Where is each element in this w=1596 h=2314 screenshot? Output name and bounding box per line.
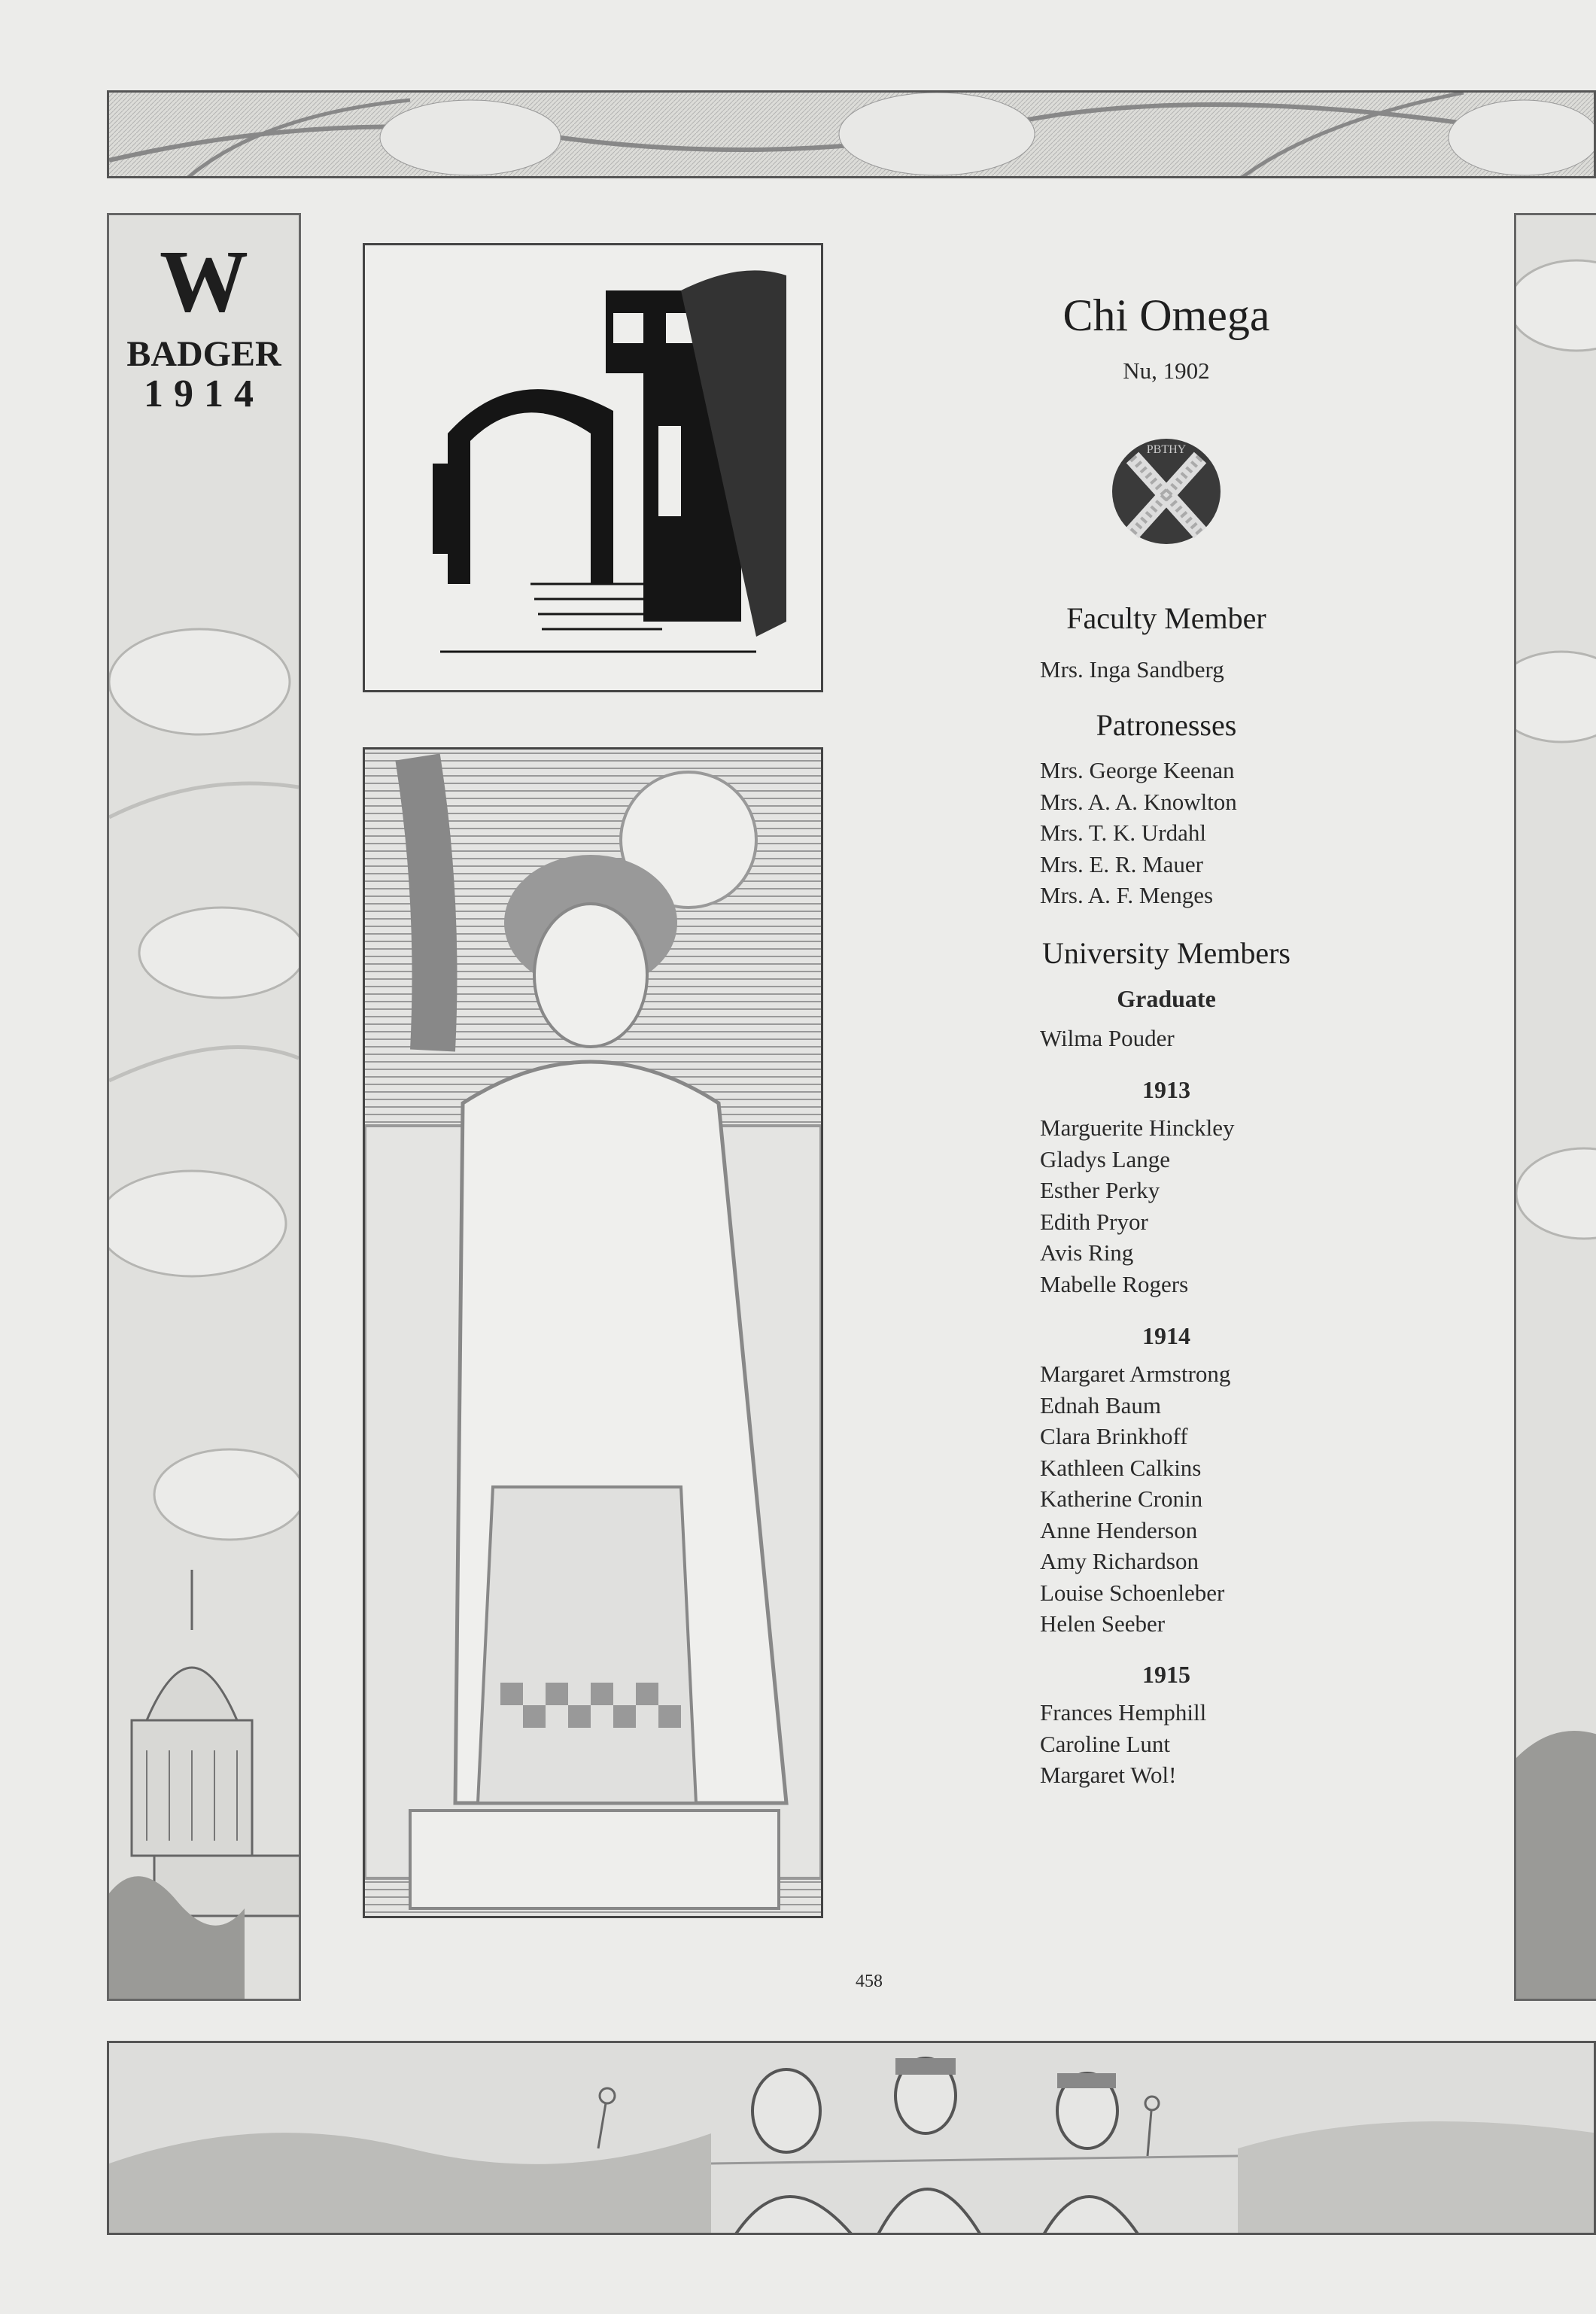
list-item: Esther Perky (1040, 1177, 1160, 1203)
seated-woman-illustration (363, 747, 823, 1918)
class-1913-list (1040, 1112, 1235, 1300)
list-item: Avis Ring (1040, 1239, 1134, 1266)
class-1914-list (1040, 1358, 1230, 1640)
pin-lettering: PBTHY (1146, 443, 1187, 456)
list-item: Helen Seeber (1040, 1610, 1166, 1637)
graduate-member-name: Wilma Pouder (1040, 1025, 1175, 1051)
list-item: Caroline Lunt (1040, 1730, 1171, 1757)
clouds-illustration (1516, 215, 1596, 1999)
patronesses-list (1040, 755, 1237, 911)
class-1913-heading: 1913 (1142, 1076, 1190, 1103)
left-side-panel (107, 213, 301, 2001)
list-item: Mrs. T. K. Urdahl (1040, 819, 1206, 846)
list-item: Marguerite Hinckley (1040, 1114, 1235, 1141)
list-item: Margaret Armstrong (1040, 1361, 1231, 1387)
w-logo: W (160, 232, 248, 330)
vine-pattern-illustration (109, 93, 1596, 178)
campus-scene-illustration (109, 2043, 1596, 2235)
list-item: Edith Pryor (1040, 1208, 1148, 1235)
list-item: Kathleen Calkins (1040, 1454, 1202, 1481)
fraternity-pin-icon (1106, 427, 1227, 555)
class-1915-list (1040, 1697, 1206, 1791)
list-item: Anne Henderson (1040, 1516, 1198, 1543)
university-members-heading: University Members (1042, 936, 1290, 970)
page-title: Chi Omega (1062, 290, 1270, 340)
right-side-panel (1514, 213, 1596, 2001)
list-item: Mrs. George Keenan (1040, 757, 1235, 783)
chapter-subtitle: Nu, 1902 (1123, 357, 1210, 384)
list-item: Amy Richardson (1040, 1548, 1199, 1574)
class-1915-heading: 1915 (1142, 1661, 1190, 1688)
list-item: Mrs. E. R. Mauer (1040, 850, 1203, 877)
class-1914-heading: 1914 (1142, 1322, 1190, 1349)
page-number: 458 (856, 1972, 883, 1991)
faculty-heading: Faculty Member (1066, 601, 1266, 635)
seated-woman-drawing (365, 750, 821, 1916)
house-drawing (365, 245, 821, 690)
list-item: Margaret Wol! (1040, 1762, 1177, 1788)
faculty-member-name: Mrs. Inga Sandberg (1040, 656, 1224, 683)
list-item: Katherine Cronin (1040, 1485, 1203, 1512)
patronesses-heading: Patronesses (1096, 708, 1237, 742)
list-item: Mabelle Rogers (1040, 1270, 1189, 1297)
bottom-decorative-band (107, 2041, 1596, 2235)
list-item: Ednah Baum (1040, 1391, 1161, 1419)
list-item: Gladys Lange (1040, 1145, 1171, 1172)
list-item: Frances Hemphill (1040, 1699, 1207, 1726)
badger-label: BADGER (126, 334, 281, 374)
list-item: Mrs. A. F. Menges (1040, 882, 1214, 908)
list-item: Louise Schoenleber (1040, 1579, 1225, 1606)
list-item: Mrs. A. A. Knowlton (1040, 788, 1237, 815)
list-item: Clara Brinkhoff (1040, 1423, 1188, 1449)
graduate-heading: Graduate (1117, 985, 1216, 1012)
badger-year: 1914 (144, 372, 264, 415)
chapter-house-illustration (363, 243, 823, 692)
clouds-capitol-illustration (109, 215, 299, 1999)
top-decorative-band (107, 90, 1596, 178)
